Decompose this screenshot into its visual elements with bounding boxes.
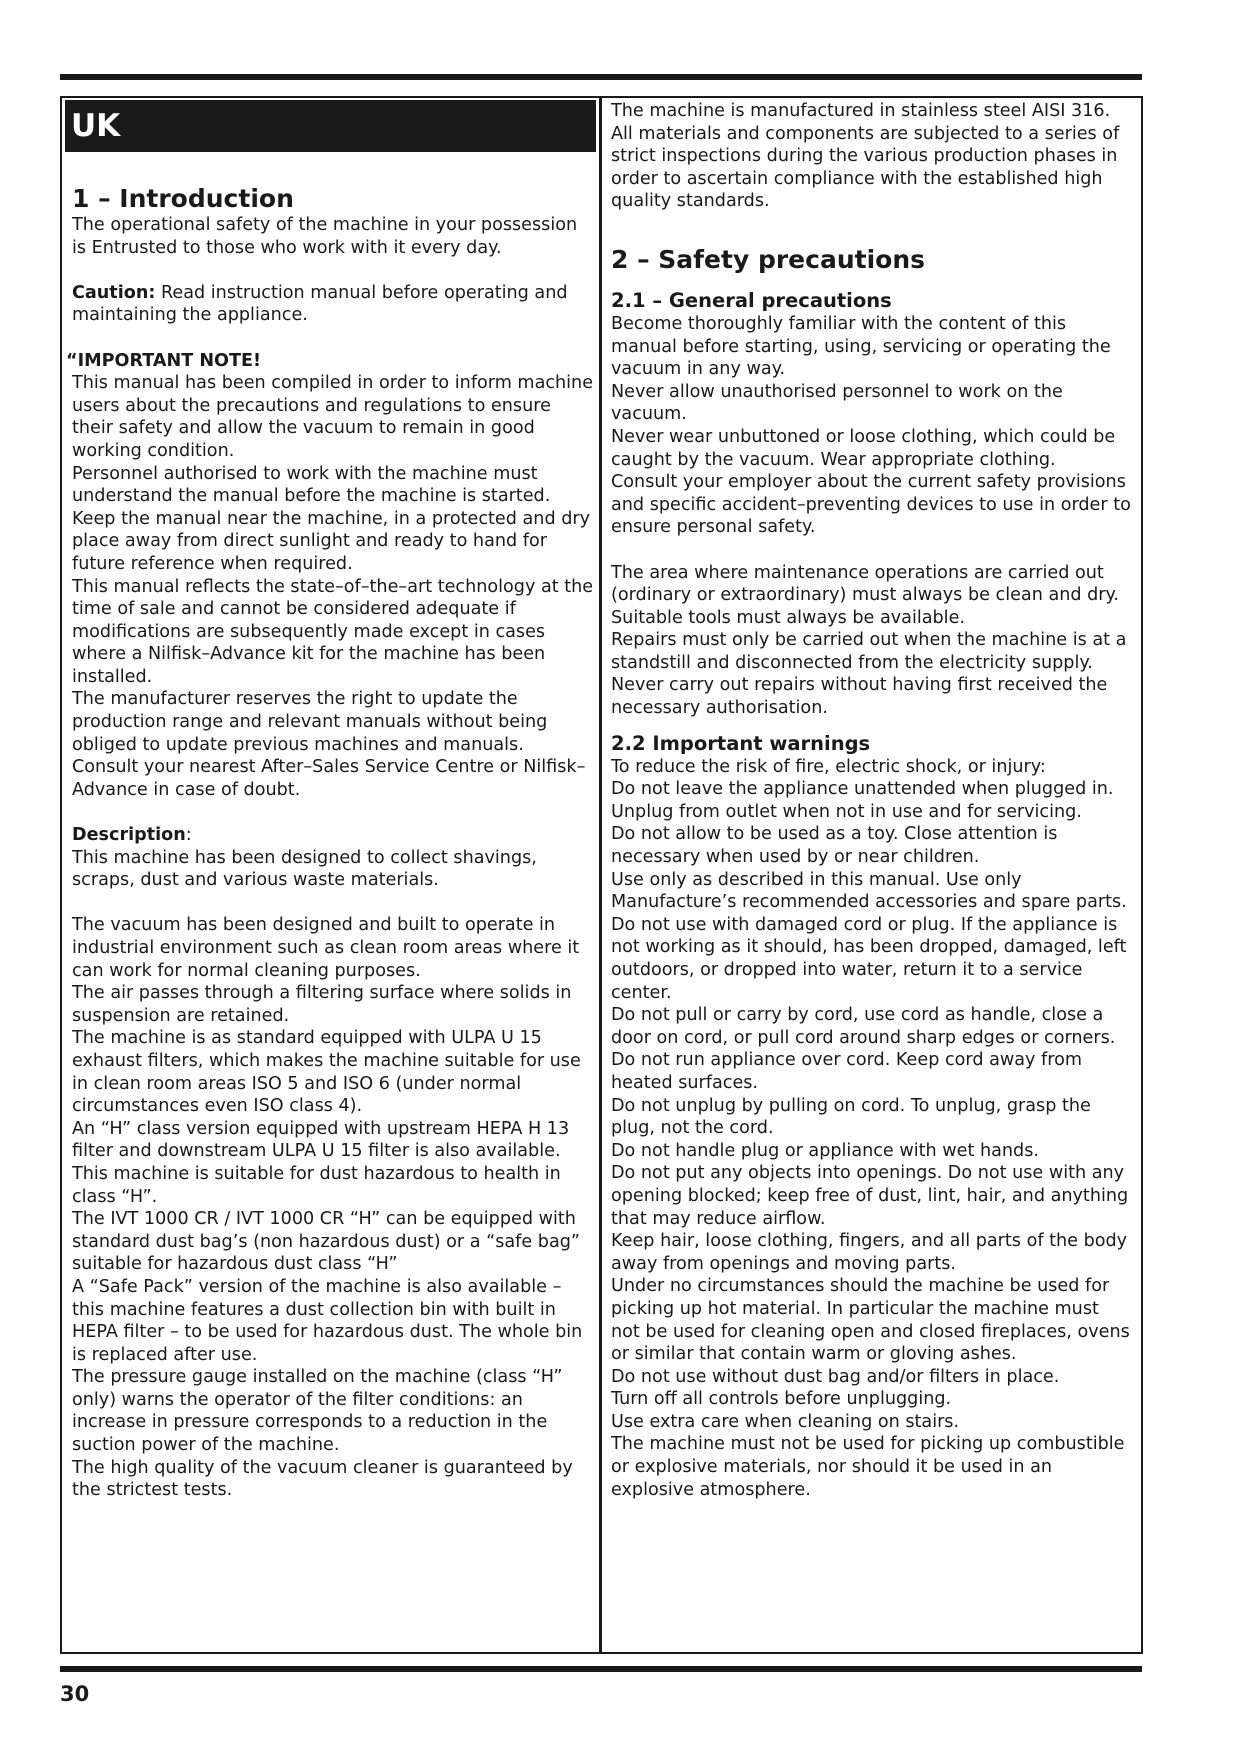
language-tag: UK <box>65 100 596 152</box>
top-rule <box>60 74 1142 80</box>
body-paragraph: The air passes through a filtering surface where solids in suspension are retained. <box>72 983 572 1026</box>
page-number: 30 <box>60 1682 90 1706</box>
description-heading <box>72 824 594 847</box>
description-paragraph: This machine has been designed to collect shavings, scraps, dust and various waste materials. <box>72 847 537 891</box>
warning-item: Do not pull or carry by cord, use cord as handle, close a door on cord, or pull cord around sharp edges or corners. Do not run appliance over cord. Keep cord away from heated surfaces. <box>611 1005 1116 1093</box>
right-column <box>611 100 1131 1501</box>
warning-item: To reduce the risk of fire, electric shock, or injury: <box>611 756 1046 777</box>
body-paragraph: The pressure gauge installed on the machine (class “H” only) warns the operator of the filter conditions: an increase in pressure corresponds to a reduction in the suction power of the machine. <box>72 1367 563 1456</box>
body-paragraph: A “Safe Pack” version of the machine is also available – this machine features a dust collection bin with built in HEPA filter – to be used for hazardous dust. The whole bin is replaced after use. <box>72 1276 583 1365</box>
general-paragraph: Become thoroughly familiar with the content of this manual before starting, using, servicing or operating the vacuum in any way. <box>611 313 1111 380</box>
warning-item: Use only as described in this manual. Use only Manufacture’s recommended accessories and spare parts. <box>611 869 1127 913</box>
bottom-rule <box>60 1666 1142 1672</box>
safety-heading: 2 – Safety precautions <box>611 244 926 274</box>
maintenance-paragraph: The area where maintenance operations are carried out (ordinary or extraordinary) must always be clean and dry. <box>611 562 1120 606</box>
warning-item: Do not handle plug or appliance with wet hands. <box>611 1140 1039 1161</box>
warning-item: The machine must not be used for picking up combustible or explosive materials, nor should it be used in an explosive atmosphere. <box>611 1434 1125 1500</box>
description-colon: : <box>185 825 192 846</box>
important-warnings-heading: 2.2 Important warnings <box>611 731 871 755</box>
body-paragraph: The vacuum has been designed and built to operate in industrial environment such as clean room areas where it can work for normal cleaning purposes. <box>72 915 580 981</box>
warning-item: Under no circumstances should the machine be used for picking up hot material. In particular the machine must not be used for cleaning open and closed fireplaces, ovens or similar that contain warm or gloving ashes. <box>611 1276 1130 1365</box>
warning-item: Keep hair, loose clothing, fingers, and all parts of the body away from openings and moving parts. <box>611 1231 1128 1274</box>
warning-item: Do not put any objects into openings. Do not use with any opening blocked; keep free of dust, lint, hair, and anything that may reduce airflow. <box>611 1163 1129 1229</box>
warning-item: Turn off all controls before unplugging. <box>611 1389 952 1410</box>
body-paragraph: An “H” class version equipped with upstream HEPA H 13 filter and downstream ULPA U 15 filter is also available. This machine is suitable for dust hazardous to health in class “H”. <box>72 1118 570 1207</box>
important-note-heading: “IMPORTANT NOTE! <box>66 350 262 371</box>
important-paragraph: This manual has been compiled in order to inform machine users about the precautions and regulations to ensure their safety and allow the vacuum to remain in good working condition. <box>72 373 594 461</box>
caution-label: Caution: <box>72 282 156 303</box>
warning-item: Do not use without dust bag and/or filters in place. <box>611 1366 1060 1387</box>
warning-item: Do not unplug by pulling on cord. To unplug, grasp the plug, not the cord. <box>611 1095 1091 1139</box>
column-divider <box>599 96 602 1654</box>
body-paragraph: The high quality of the vacuum cleaner is guaranteed by the strictest tests. <box>72 1457 573 1501</box>
warning-item: Do not allow to be used as a toy. Close attention is necessary when used by or near children. <box>611 824 1058 868</box>
general-precautions-heading: 2.1 – General precautions <box>611 288 892 312</box>
caution-paragraph <box>72 282 594 327</box>
body-paragraph: The machine is as standard equipped with ULPA U 15 exhaust filters, which makes the machine suitable for use in clean room areas ISO 5 and ISO 6 (under normal circumstances even ISO class 4). <box>72 1028 581 1117</box>
maintenance-paragraph: Repairs must only be carried out when the machine is at a standstill and disconnected from the electricity supply. Never carry out repairs without having first received the necessary authorisation. <box>611 630 1127 719</box>
body-paragraph: The IVT 1000 CR / IVT 1000 CR “H” can be equipped with standard dust bag’s (non hazardous dust) or a “safe bag” suitable for hazardous dust class “H” <box>72 1209 581 1275</box>
intro-paragraph: The operational safety of the machine in your possession is Entrusted to those who work with it every day. <box>72 215 578 258</box>
warning-item: Do not use with damaged cord or plug. If the appliance is not working as it should, has been dropped, damaged, left outdoors, or dropped into water, return it to a service center. <box>611 914 1127 1003</box>
important-paragraph: The manufacturer reserves the right to update the production range and relevant manuals without being obliged to update previous machines and manuals. Consult your nearest After–Sales Service Centre or Nilfisk–Advance in case of doubt. <box>72 689 586 800</box>
left-column <box>66 100 594 1502</box>
important-paragraph: This manual reflects the state–of–the–art technology at the time of sale and cannot be considered adequate if modifications are subsequently made except in cases where a Nilfisk–Advance kit for the machine has been installed. <box>72 576 594 687</box>
manufacture-paragraph: The machine is manufactured in stainless steel AISI 316. All materials and components are subjected to a series of strict inspections during the various production phases in order to ascertain compliance with the established high quality standards. <box>611 101 1120 212</box>
description-label: Description <box>72 825 186 846</box>
maintenance-paragraph: Suitable tools must always be available. <box>611 607 965 628</box>
caution-text: Read instruction manual before operating and maintaining the appliance. <box>72 282 568 326</box>
important-paragraph: Personnel authorised to work with the machine must understand the manual before the machine is started. Keep the manual near the machine, in a protected and dry place away from direct sunlight and ready to hand for future reference when required. <box>72 463 591 574</box>
introduction-heading: 1 – Introduction <box>72 184 294 213</box>
general-paragraph: Consult your employer about the current safety provisions and specific accident–preventing devices to use in order to ensure personal safety. <box>611 472 1131 538</box>
general-paragraph: Never wear unbuttoned or loose clothing, which could be caught by the vacuum. Wear appropriate clothing. <box>611 426 1116 470</box>
warning-item: Use extra care when cleaning on stairs. <box>611 1411 960 1432</box>
warning-item: Do not leave the appliance unattended when plugged in. Unplug from outlet when not in use and for servicing. <box>611 779 1114 822</box>
general-paragraph: Never allow unauthorised personnel to work on the vacuum. <box>611 381 1063 425</box>
